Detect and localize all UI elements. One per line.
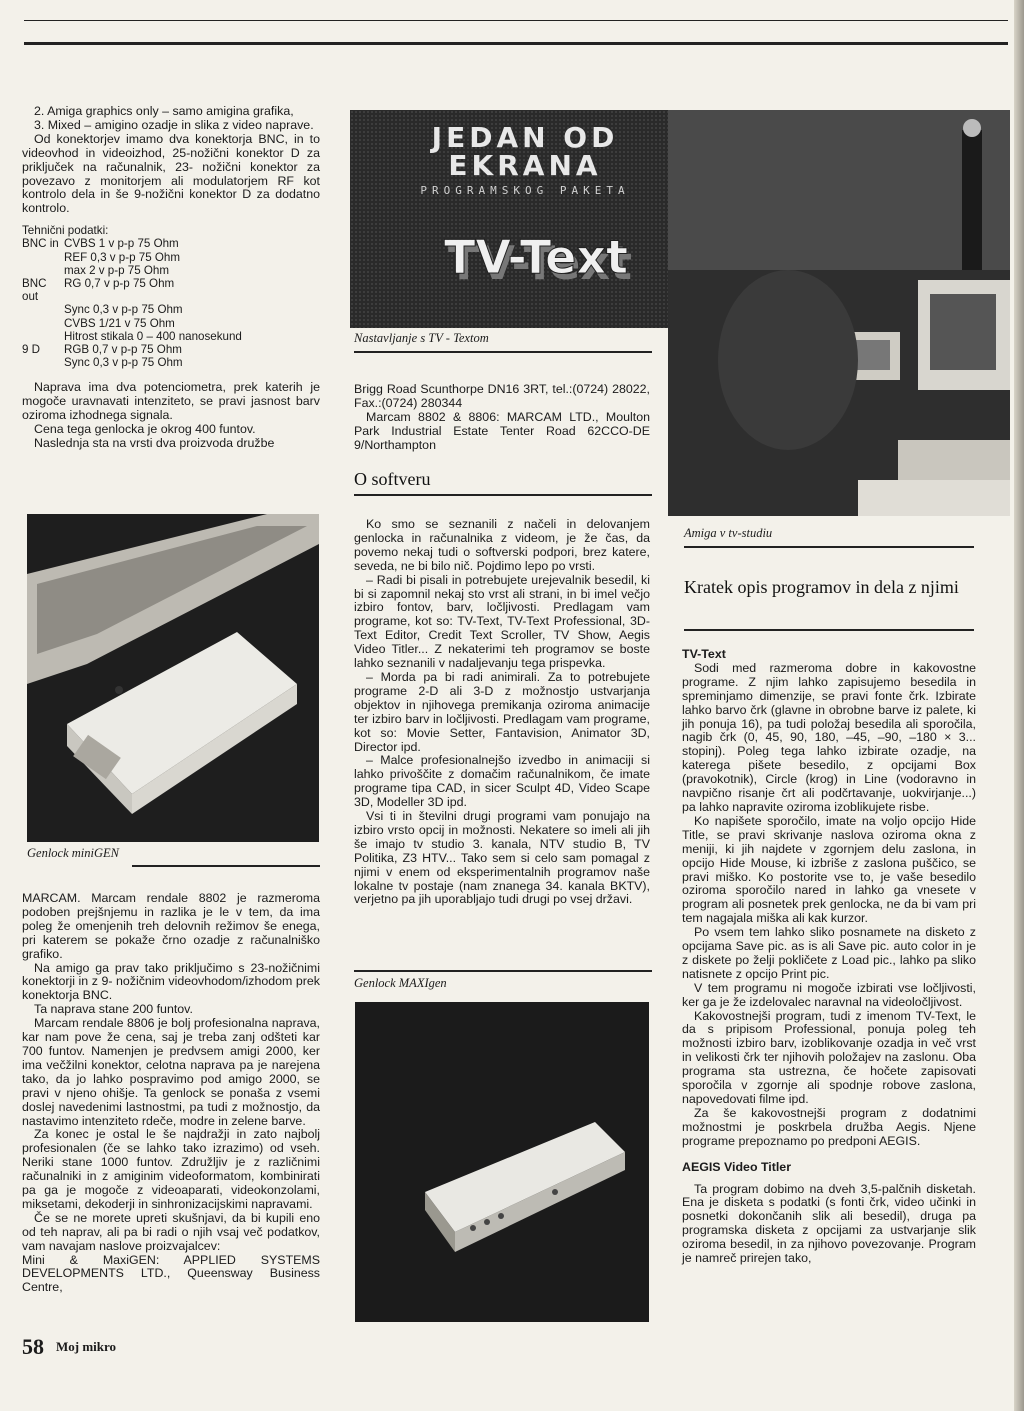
tvtext-paragraph-4: V tem programu ni mogoče izbirati vse ločljivosti, ker ga je že izdelovalec naravnal na videoločljivost. — [682, 980, 976, 1009]
column-2-software — [354, 518, 650, 907]
software-cad: – Malce profesionalnejšo izvedbo in animaciji si lahko privoščite z domačim računalnikom, če imate programe tipa CAD, in sicer Sculpt 4D, Video Scape 3D, Modeller 3D ipd. — [354, 753, 650, 810]
section-title-kratek-opis: Kratek opis programov in dela z njimi — [684, 577, 959, 597]
photo-genlock-minigen — [27, 514, 319, 842]
spec-key — [22, 251, 64, 264]
spec-value: max 2 v p-p 75 Ohm — [64, 263, 170, 277]
maxigen-device-illustration — [355, 1002, 649, 1322]
banner-subtitle: PROGRAMSKOG PAKETA — [420, 184, 630, 197]
section-rule-kratek-opis — [684, 629, 974, 631]
specs-row — [22, 303, 320, 316]
spec-key: 9 D — [22, 343, 41, 357]
caption-amiga-studio: Amiga v tv-studiu — [684, 526, 773, 540]
specs-row — [22, 343, 320, 356]
column-2-address — [354, 383, 650, 453]
potentiometer-paragraph: Naprava ima dva potenciometra, prek katerih je mogoče uravnavati intenziteto, se pravi jasnost barv oziroma izhodnega signala. — [22, 380, 320, 423]
caption-rule-amiga-studio — [684, 546, 974, 548]
specs-row — [22, 277, 320, 303]
spec-key: BNC out — [22, 277, 47, 304]
software-text-editors: – Radi bi pisali in potrebujete urejevalnik besedil, ki bi si zapomnil nekaj sto vrst ali strani, in bi imel večjo izbiro fontov, barv, ločljivosti. Predlagam vam programe, kot so: TV-Text, TV-Text Professional, 3D-Text Editor, Credit Text Scroller, TV Show, Aegis Video Titler... Z nekaterimi teh programov se boste lahko seznanili v nadaljevanju tega prispevka. — [354, 572, 650, 671]
specs-row — [22, 237, 320, 250]
specs-row — [22, 330, 320, 343]
tvtext-paragraph-5: Kakovostnejši program, tudi z imenom TV-Text, le da s pripisom Professional, ponuja poleg teh možnosti izbiro barv, izoblikovanje ozadja in več vrst in velikosti črk ter njihovih položajev na zaslonu. Oba programa sta ustrezna, če hočete zapisovati sporočila v zgornje ali spodnje robove zaslona, napovedovati filme ipd. — [682, 1008, 976, 1106]
section-rule-o-softveru — [354, 494, 652, 496]
next-products-paragraph: Naslednja sta na vrsti dva proizvoda družbe — [34, 436, 275, 451]
column-1-lower — [22, 892, 320, 1295]
address-marcam: Marcam 8802 & 8806: MARCAM LTD., Moulton Park Industrial Estate Tenter Road 62CCO-DE 9/Northampton — [354, 409, 650, 452]
spec-key — [22, 264, 64, 277]
price-paragraph: Cena tega genlocka je okrog 400 funtov. — [34, 422, 256, 437]
price-200-paragraph: Ta naprava stane 200 funtov. — [34, 1002, 193, 1017]
tvtext-paragraph-2: Ko napišete sporočilo, imate na voljo opcijo Hide Title, se pravi skrivanje naslova oziroma okna z meniji, ki jih najdete v zgornjem delu zaslona, in opcijo Hide Mouse, ki izbriše z zaslona puščico, se pravi miško. Ko postorite vse to, je vaše besedilo oziroma sporočilo nared in lahko ga vnesete v program ali posnetek prek genlocka, ne da bi vam pri tem nagajala miška ali kak kurzor. — [682, 813, 976, 926]
section-title-o-softveru: O softveru — [354, 469, 431, 489]
caption-rule-tv-text — [354, 351, 652, 353]
spec-value: CVBS 1 v p-p 75 Ohm — [64, 237, 179, 251]
minigen-device-illustration — [27, 514, 319, 842]
spec-value: Sync 0,3 v p-p 75 Ohm — [64, 303, 183, 317]
column-1-upper — [22, 105, 320, 451]
neriki-paragraph: Za konec je ostal le še najdražji in zato najbolj profesionalen (če se lahko tako izrazimo) od vseh. Neriki stane 1000 funtov. Združljiv je z različnimi računalniki in z amiginim videoformatom, kombinirati pa ga je mogoče z videoaparati, videokonzolami, miksetami, dekoderji in sinhronizacijskimi napravami. — [22, 1127, 320, 1211]
tvtext-paragraph-3: Po vsem tem lahko sliko posnamete na disketo z opcijama Save pic. as is ali Save pic. auto color in je z diskete po želji pokličete z Load pic., lahko pa sliko natisnete z opcijo Print pic. — [682, 925, 976, 981]
aegis-paragraph-1: Ta program dobimo na dveh 3,5-palčnih disketah. Ena je disketa s podatki (s fonti črk, video učinki in posnetki dokončanih slik ali besedil), druga pa programska disketa z opcijami za ustvarjanje slik oziroma besedil, in za njihovo povezovanje. Program je namreč prirejen tako, — [682, 1181, 976, 1266]
spec-value: RGB 0,7 v p-p 75 Ohm — [64, 343, 182, 357]
intro-item-3: 3. Mixed – amigino ozadje in slika z video naprave. — [34, 117, 314, 132]
specs-table — [22, 224, 320, 369]
manufacturers-intro-paragraph: Če se ne morete upreti skušnjavi, da bi kupili eno od teh naprav, ali pa bi radi o njih vsaj več podatkov, vam navajam naslove proizvajalcev: — [22, 1210, 320, 1253]
software-tv-studios: Vsi ti in številni drugi programi vam ponujajo na izbiro vrsto opcij in možnosti. Nekatere so imeli ali jih še imajo tv studio 3. kanala, NTV studio B, TV Politika, Z3 HTV... Tako sem si celo sam pomagal z njimi v enem od eksperimentalnih programov naše lokalne tv postaje (nam znanega 34. kanala BKTV), verjetno pa jih uporabljajo tudi drugi po vsej državi. — [354, 809, 650, 907]
caption-minigen: Genlock miniGEN — [27, 846, 119, 860]
spec-value: Sync 0,3 v p-p 75 Ohm — [64, 356, 183, 370]
subhead-aegis: AEGIS Video Titler — [682, 1159, 792, 1174]
magazine-name: Moj mikro — [56, 1339, 117, 1354]
banner-title: JEDAN OD EKRANA — [431, 121, 619, 182]
banner-logo: TV-Text — [443, 230, 629, 284]
caption-tv-text: Nastavljanje s TV - Textom — [354, 331, 489, 345]
page-edge-shadow — [1014, 0, 1024, 1411]
specs-row — [22, 264, 320, 277]
software-intro: Ko smo se seznanili z načeli in delovanjem genlocka in računalnika z videom, je že čas, da povemo nekaj tudi o softverski podpori, brez katere, seveda, ne bi bilo nič. Pojdimo lepo po vrsti. — [354, 517, 650, 573]
spec-value: CVBS 1/21 v 75 Ohm — [64, 316, 175, 330]
specs-title: Tehnični podatki: — [22, 224, 109, 238]
spec-key: BNC in — [22, 237, 59, 251]
specs-row — [22, 356, 320, 369]
column-3-text — [682, 648, 976, 1266]
spec-value: REF 0,3 v p-p 75 Ohm — [64, 250, 180, 264]
caption-rule-minigen — [132, 865, 320, 867]
amiga-connect-paragraph: Na amigo ga prav tako priključimo s 23-nožičnimi konektorji in z 9- nožičnim videovhodom/izhodom prek konektorja BNC. — [22, 960, 320, 1003]
intro-paragraph: Od konektorjev imamo dva konektorja BNC, in to videovhod in videoizhod, 25-nožični konektor D za priključek na računalnik, 23- nožični konektor za povezavo z monitorjem ali modulatorjem RF kot kontrolo dela in še 9-nožični konektor D za dodatno kontrolo. — [22, 131, 320, 216]
spec-key — [22, 356, 64, 369]
spec-value: Hitrost stikala 0 – 400 nanosekund — [64, 329, 242, 343]
page-number: 58 — [22, 1334, 44, 1359]
amiga-studio-illustration — [668, 110, 1010, 516]
tvtext-paragraph-6: Za še kakovostnejši program z dodatnimi možnostmi je poskrbela družba Aegis. Njene programe prepoznamo po predponi AEGIS. — [682, 1105, 976, 1148]
spec-key — [22, 330, 64, 343]
marcam-8806-paragraph: Marcam rendale 8806 je bolj profesionalna naprava, kar nam pove že cena, saj je treba zanj odšteti kar 700 funtov. Namenjen je predvsem amigi 2000, ker ima večžilni konektor, celotna naprava pa je narejena tako, da jo lahko pospravimo pod amigo 2000, se pravi v njeno ohišje. Ta genlock se ponaša z vsemi doslej navedenimi lastnostmi, pa tudi z možnostjo, da nastavimo intenziteto rdeče, modre in zelene barve. — [22, 1016, 320, 1128]
software-animation: – Morda pa bi radi animirali. Za to potrebujete programe 2-D ali 3-D z možnostjo ustvarjanja objektov in njihovega premikanja oziroma animacije ter izbiro barv in ločljivosti. Predlagam vam programe, kot so: Movie Setter, Fantavision, Animator 3D, Director ipd. — [354, 669, 650, 754]
spec-key — [22, 317, 64, 330]
photo-amiga-tv-studio — [668, 110, 1010, 516]
spec-key — [22, 303, 64, 316]
subhead-tv-text: TV-Text — [682, 647, 726, 661]
caption-rule-maxigen-top — [354, 970, 652, 972]
address-brigg-road: Brigg Road Scunthorpe DN16 3RT, tel.:(0724) 28022, Fax.:(0724) 280344 — [354, 382, 650, 410]
marcam-8802-paragraph: MARCAM. Marcam rendale 8802 je razmeroma podoben prejšnjemu in razlika je le v tem, da ima poleg že omenjenih treh delovnih režimov še enega, pri katerem se pokaže črno ozadje z računalniško grafiko. — [22, 891, 320, 961]
specs-row — [22, 317, 320, 330]
intro-item-2: 2. Amiga graphics only – samo amigina grafika, — [34, 104, 294, 118]
spec-value: RG 0,7 v p-p 75 Ohm — [64, 277, 175, 291]
top-rule-thick — [24, 42, 1008, 45]
manufacturer-applied-systems: Mini & MaxiGEN: APPLIED SYSTEMS DEVELOPMENTS LTD., Queensway Business Centre, — [22, 1252, 320, 1295]
top-rule-thin — [24, 20, 1008, 21]
photo-genlock-maxigen — [355, 1002, 649, 1322]
caption-maxigen: Genlock MAXIgen — [354, 976, 447, 990]
tvtext-paragraph-1: Sodi med razmeroma dobre in kakovostne programe. Z njim lahko zapisujemo besedila in spreminjamo dimenzije, se pravi fonte črk. Izbirate lahko barvo črk (glavne in obrobne barve iz palete, ki jih ponuja 16), pa tudi položaj besedila ali sporočila, nagib črk (0, 45, 90, 180, –45, –90, –180 × 3... stopinj). Poleg tega lahko izbirate ozadje, na katerega pišete besedilo, z opcijami Box (pravokotnik), Circle (krog) in Line (vodoravno in navpično risanje črt ali podčrtavanje, uokvirjanje...) pa lahko napravite oziroma izoblikujete risbe. — [682, 660, 976, 814]
specs-row — [22, 251, 320, 264]
